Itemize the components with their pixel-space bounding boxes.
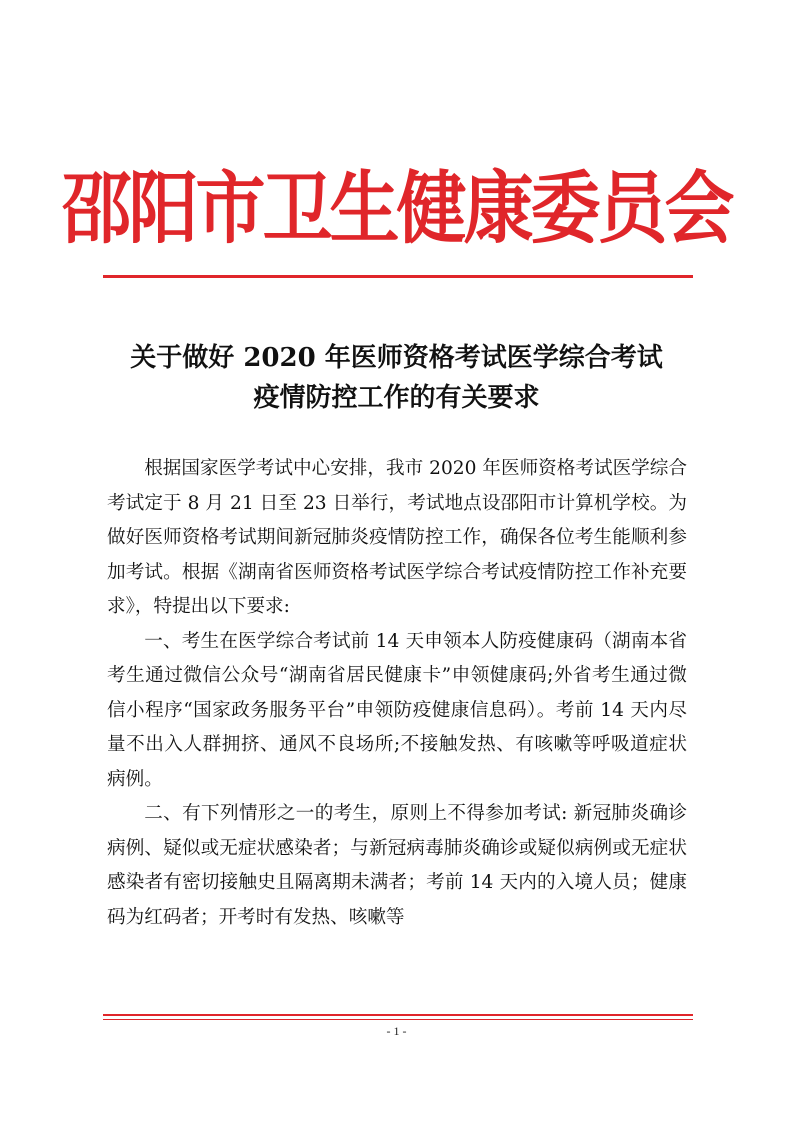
masthead-red-rule — [103, 275, 693, 278]
document-body — [107, 452, 687, 935]
footer-red-rule-thick — [103, 1014, 693, 1016]
body-paragraph-intro: 根据国家医学考试中心安排，我市 2020 年医师资格考试医学综合考试定于 8 月 21 日至 23 日举行，考试地点设邵阳市计算机学校。为做好医师资格考试期间新冠肺炎疫情防控工作，确保各位考生能顺利参加考试。根据《湖南省医师资格考试医学综合考试疫情防控工作补充要求》，特提出以下要求: — [107, 458, 687, 617]
body-paragraph-requirement-1: 一、考生在医学综合考试前 14 天申领本人防疫健康码（湖南本省考生通过微信公众号“湖南省居民健康卡”申领健康码;外省考生通过微信小程序“国家政务服务平台”申领防疫健康信息码）。考前 14 天内尽量不出入人群拥挤、通风不良场所;不接触发热、有咳嗽等呼吸道症状病例。 — [107, 630, 687, 790]
page-number: - 1 - — [386, 1024, 407, 1038]
document-title-line-1: 关于做好 2020 年医师资格考试医学综合考试 — [130, 343, 663, 373]
document-title-line-2: 疫情防控工作的有关要求 — [253, 383, 540, 413]
document-title — [90, 338, 703, 418]
footer-red-rule-thin — [103, 1019, 693, 1020]
masthead-title: 邵阳市卫生健康委员会 — [61, 161, 732, 255]
body-paragraph-requirement-2: 二、有下列情形之一的考生，原则上不得参加考试: 新冠肺炎确诊病例、疑似或无症状感染者；与新冠病毒肺炎确诊或疑似病例或无症状感染者有密切接触史且隔离期未满者；考前 14 天内的入境人员；健康码为红码者；开考时有发热、咳嗽等 — [107, 803, 687, 928]
